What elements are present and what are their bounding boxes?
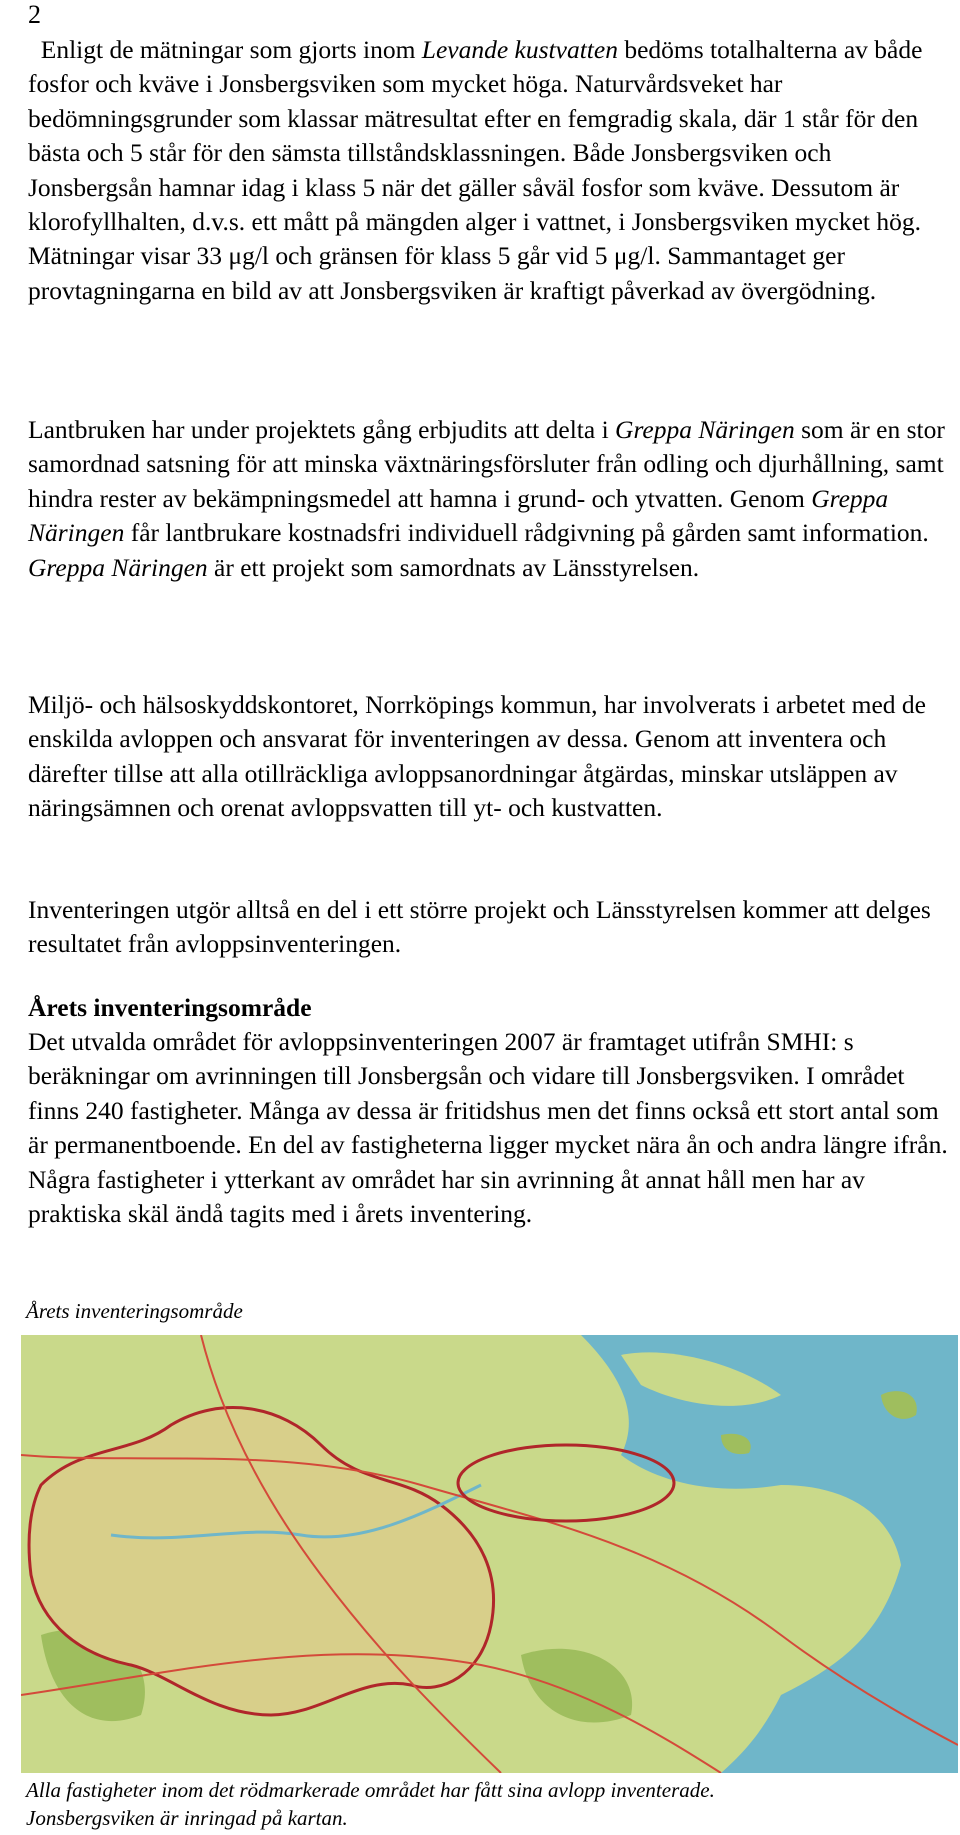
figure-caption (26, 1776, 946, 1832)
p2-emphasis-3: Greppa Näringen (28, 552, 208, 582)
paragraph-miljokontoret (28, 688, 948, 826)
p1-text-a: Enligt de mätningar som gjorts inom (40, 35, 422, 64)
map-image (21, 1335, 958, 1773)
paragraph-water-quality (28, 33, 948, 308)
p1-emphasis-levande-kustvatten: Levande kustvatten (421, 35, 618, 64)
p2-text-1: Lantbruken har under projektets gång erbjudits att delta i (28, 415, 616, 444)
p5-text: Det utvalda området för avloppsinventeringen 2007 är framtaget utifrån SMHI: s beräkningar om avrinningen till Jonsbergsån och vidare till Jonsbergsviken. I området finns 240 fastigheter. Många av dessa är fritidshus men det finns också ett stort antal som är permanentboende. En del av fastigheterna ligger mycket nära ån och andra längre ifrån. Några fastigheter i ytterkant av området har sin avrinning åt annat håll men har av praktiska skäl ändå tagits med i årets inventering. (28, 1027, 948, 1229)
paragraph-greppa-naringen (28, 413, 948, 585)
p4-text: Inventeringen utgör alltså en del i ett större projekt och Länsstyrelsen kommer att delges resultatet från avloppsinventeringen. (28, 895, 931, 959)
figure-caption-line1: Alla fastigheter inom det rödmarkerade området har fått sina avlopp inventerade. (26, 1778, 715, 1802)
map-figure (21, 1335, 958, 1773)
figure-title: Årets inventeringsområde (26, 1299, 243, 1323)
p2-text-2: som är en stor samordnad satsning för att minska växtnäringsförsluter från odling och djurhållning, samt hindra rester av bekämpningsmedel att hamna i grund- och ytvatten. Genom (28, 415, 945, 513)
p2-emphasis-1: Greppa Näringen (615, 415, 795, 444)
p1-text-rest: totalhalterna av både fosfor och kväve i Jonsbergsviken som mycket höga. Naturvårdsveket har bedömningsgrunder som klassar mätresultat efter en femgradig skala, där 1 står för den bästa och 5 står för den sämsta tillståndsklassningen. Både Jonsbergsviken och Jonsbergsån hamnar idag i klass 5 när det gäller såväl fosfor som kväve. Dessutom är klorofyllhalten, d.v.s. ett mått på mängden alger i vattnet, i Jonsbergsviken mycket hög. Mätningar visar 33 μg/l och gränsen för klass 5 går vid 5 μg/l. Sammantaget ger provtagningarna en bild av att Jonsbergsviken är kraftigt påverkad av övergödning. (28, 35, 923, 305)
paragraph-inventeringen (28, 893, 948, 962)
p1-text-b: bedöms (617, 35, 704, 64)
p2-text-4: är ett projekt som samordnats av Länsstyrelsen. (207, 552, 700, 582)
p2-emphasis-2: Greppa Näringen (28, 483, 889, 548)
p2-text-3: får lantbrukare kostnadsfri individuell rådgivning på gården samt information. (124, 518, 929, 548)
p3-text: Miljö- och hälsoskyddskontoret, Norrköpings kommun, har involverats i arbetet med de enskilda avloppen och ansvarat för inventeringen av dessa. Genom att inventera och därefter tillse att alla otillräckliga avloppsanordningar åtgärdas, minskar utsläppen av näringsämnen och orenat avloppsvatten till yt- och kustvatten. (28, 690, 927, 823)
page-number: 2 (28, 0, 41, 29)
section-heading: Årets inventeringsområde (28, 993, 312, 1022)
paragraph-area-description (28, 1025, 948, 1231)
figure-caption-line2: Jonsbergsviken är inringad på kartan. (26, 1806, 348, 1830)
